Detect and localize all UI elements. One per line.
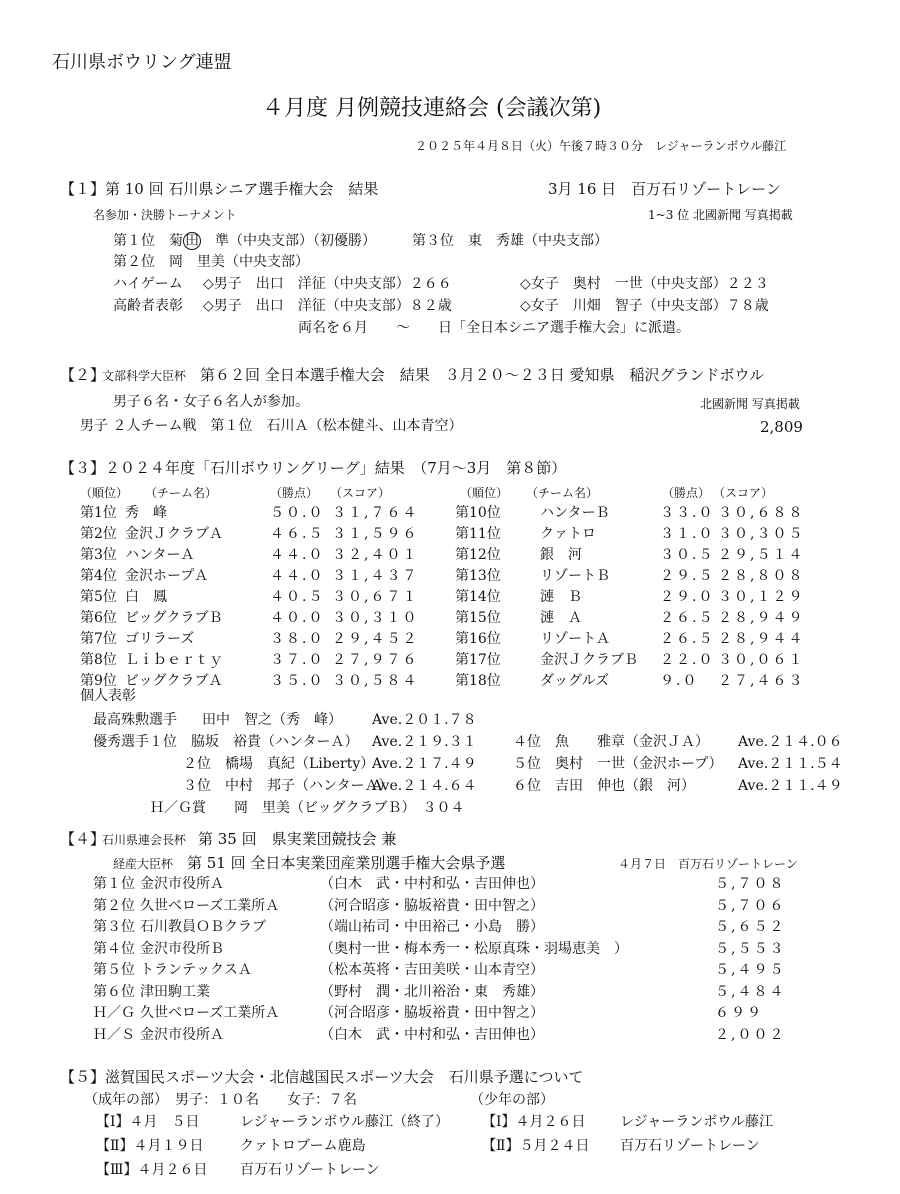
first-place-rest: 準（中央支部）（初優勝） [215, 233, 376, 249]
league-right-rank: 第13位 [455, 568, 501, 584]
corporate-team: 久世ベローズ工業所Ａ [140, 1005, 280, 1021]
excellent-player-1-ave: Ave.２１９.３１ [372, 734, 477, 750]
corporate-members: （野村 潤・北川裕治・東 秀雄） [320, 983, 544, 1000]
meeting-date-venue: ２０２５年４月８日（火）午後７時３０分 レジャーランボウル藤江 [415, 139, 787, 153]
league-left-points: ４４.０ [270, 547, 325, 563]
league-right-score: ２８,８０８ [718, 568, 805, 584]
corporate-members: （河合昭彦・脇坂裕貴・田中智之） [320, 897, 544, 914]
corporate-rank: 第４位 [93, 940, 135, 957]
league-right-points: ２９.０ [660, 589, 715, 605]
corporate-members: （河合昭彦・脇坂裕貴・田中智之） [320, 1005, 544, 1021]
league-right-rank: 第10位 [455, 505, 501, 521]
excellent-player-5: ５位 奥村 一世（金沢ホープ） [513, 756, 723, 772]
mvp-name: 田中 智之（秀 峰） [202, 712, 342, 728]
high-game-men: ◇男子 出口 洋征（中央支部）２６６ [203, 276, 452, 292]
corporate-team: 石川教員ＯＢクラブ [140, 919, 266, 935]
league-right-team: 金沢ＪクラブＢ [540, 652, 638, 668]
league-right-team: 漣 Ｂ [540, 589, 582, 605]
section-1-subtitle: 名参加・決勝トーナメント [93, 208, 237, 222]
league-right-rank: 第16位 [455, 631, 501, 647]
section-4-label: 【４】 [60, 830, 106, 848]
league-right-points: ２９.５ [660, 568, 715, 584]
league-right-rank: 第12位 [455, 547, 501, 563]
senior-first-place [113, 233, 376, 250]
league-left-rank: 第6位 [80, 610, 117, 626]
senior-second-place: 第２位 岡 里美（中央支部） [113, 254, 309, 270]
league-left-team: 白 鳳 [125, 589, 167, 605]
adult-qualifier-date: 【Ⅲ】４月２６日 [96, 1162, 208, 1178]
section-4-heading-2: 第 51 回 全日本実業団産業別選手権大会県予選 [187, 854, 506, 872]
first-place-family: 菊 [169, 233, 183, 249]
corporate-rank: 第１位 [93, 876, 135, 892]
corporate-members: （白木 武・中村和弘・吉田伸也） [320, 1026, 544, 1043]
league-left-score: ３０,３１０ [332, 610, 419, 626]
corporate-team: トランテックスＡ [140, 962, 252, 978]
section-5-heading: 【５】滋賀国民スポーツ大会・北信越国民スポーツ大会 石川県予選について [60, 1068, 584, 1086]
corporate-score: ６９９ [715, 1005, 763, 1021]
adult-qualifier-date: 【Ⅱ】４月１９日 [96, 1138, 204, 1154]
league-left-team: 秀 峰 [125, 505, 167, 521]
league-left-points: ３７.０ [270, 652, 325, 668]
league-left-team: ビッグクラブＡ [125, 673, 223, 689]
first-place-circled-char: 田 [185, 233, 199, 249]
league-right-team: リゾートＢ [540, 568, 610, 584]
league-left-score: ３１,７６４ [332, 505, 419, 521]
adult-qualifier-venue: 百万石リゾートレーン [240, 1162, 380, 1178]
corporate-score: ５,４９５ [715, 962, 786, 978]
league-left-team: Ｌｉｂｅｒｔｙ [125, 652, 223, 668]
league-left-score: ３０,５８４ [332, 673, 419, 689]
section-2-result: 男子 ２人チーム戦 第１位 石川Ａ（松本健斗、山本青空） [80, 418, 463, 434]
excellent-player-3-ave: Ave.２１４.６４ [372, 778, 477, 794]
league-right-points: ３０.５ [660, 547, 715, 563]
league-right-score: ２８,９４９ [718, 610, 805, 626]
corporate-rank: 第２位 [93, 897, 135, 914]
left-header-points: （勝点） [270, 486, 319, 500]
excellent-player-6-ave: Ave.２１１.４９ [738, 778, 843, 794]
league-left-rank: 第8位 [80, 652, 117, 668]
section-2-photo-note: 北國新聞 写真掲載 [700, 397, 800, 411]
section-2-heading: 第６２回 全日本選手権大会 結果 ３月２０～２３日 愛知県 稲沢グランドボウル [200, 366, 765, 384]
league-right-points: ２２.０ [660, 652, 715, 668]
corporate-rank: Ｈ／Ｇ [93, 1005, 135, 1021]
league-left-team: 金沢ホープＡ [125, 568, 209, 584]
corporate-team: 久世ベローズ工業所Ａ [140, 897, 280, 914]
excellent-player-2-ave: Ave.２１７.４９ [372, 756, 477, 772]
league-right-team: ダッグルズ [540, 673, 610, 689]
corporate-members: （奥村一世・梅本秀一・松原真珠・羽場恵美 ） [320, 940, 628, 957]
youth-qualifier-venue: レジャーランボウル藤江 [620, 1114, 773, 1130]
league-left-score: ２７,９７６ [332, 652, 419, 668]
section-1-heading: 【１】第 10 回 石川県シニア選手権大会 結果 [60, 180, 379, 198]
league-left-rank: 第7位 [80, 631, 117, 647]
league-left-points: ４４.０ [270, 568, 325, 584]
corporate-score: ５,７０６ [715, 897, 786, 914]
league-left-rank: 第5位 [80, 589, 117, 605]
first-place-label: 第１位 [113, 233, 155, 249]
excellent-player-2: ２位 橋場 真紀（Liberty） [183, 756, 375, 772]
right-header-team: （チーム名） [526, 486, 599, 500]
league-right-rank: 第15位 [455, 610, 501, 626]
youth-qualifier-venue: 百万石リゾートレーン [620, 1138, 760, 1154]
league-right-rank: 第11位 [455, 526, 501, 542]
senior-third-place: 第３位 東 秀雄（中央支部） [412, 233, 608, 249]
corporate-rank: 第３位 [93, 919, 135, 935]
league-left-team: ビッグクラブＢ [125, 610, 223, 626]
adult-qualifier-venue: レジャーランボウル藤江（終了） [240, 1114, 449, 1130]
league-right-rank: 第18位 [455, 673, 501, 689]
section-4-cup-1: 石川県連会長杯 [102, 833, 187, 847]
section-3-heading: 【３】２０２４年度「石川ボウリングリーグ」結果 （7月～3月 第８節） [60, 459, 567, 477]
corporate-score: ２,００２ [715, 1026, 786, 1043]
league-right-points: ３１.０ [660, 526, 715, 542]
league-left-rank: 第2位 [80, 526, 117, 542]
excellent-player-3: ３位 中村 邦子（ハンターＡ） [183, 778, 393, 794]
excellent-player-4: ４位 魚 雅章（金沢ＪＡ） [513, 734, 709, 750]
corporate-team: 金沢市役所Ａ [140, 1026, 224, 1043]
league-right-points: ９.０ [660, 673, 699, 689]
league-right-rank: 第17位 [455, 652, 501, 668]
corporate-rank: 第６位 [93, 983, 135, 1000]
league-left-score: ３２,４０１ [332, 547, 419, 563]
mvp-average: Ave.２０１.７８ [372, 712, 477, 728]
league-right-score: ２７,４６３ [718, 673, 805, 689]
corporate-rank: Ｈ／Ｓ [93, 1026, 135, 1043]
section-1-date-venue: 3月 16 日 百万石リゾートレーン [548, 180, 781, 198]
league-left-points: ３５.０ [270, 673, 325, 689]
corporate-team: 金沢市役所Ｂ [140, 940, 224, 957]
league-right-team: 漣 Ａ [540, 610, 582, 626]
high-game-women: ◇女子 奥村 一世（中央支部）２２３ [520, 276, 769, 292]
league-right-score: ２８,９４４ [718, 631, 805, 647]
league-left-points: ４６.５ [270, 526, 325, 542]
left-header-team: （チーム名） [145, 486, 218, 500]
section-2-participants: 男子６名・女子６名人が参加。 [113, 394, 309, 410]
section-2-score: 2,809 [760, 418, 803, 436]
league-left-points: ４０.５ [270, 589, 325, 605]
right-header-points: （勝点） [662, 486, 711, 500]
league-left-points: ３８.０ [270, 631, 325, 647]
league-left-points: ５０.０ [270, 505, 325, 521]
league-left-rank: 第4位 [80, 568, 117, 584]
section-4-heading-1: 第 35 回 県実業団競技会 兼 [198, 830, 397, 848]
corporate-score: ５,５５３ [715, 940, 786, 957]
page-title: ４月度 月例競技連絡会 (会議次第) [262, 96, 602, 121]
dispatch-note: 両名を６月 ～ 日「全日本シニア選手権大会」に派遣。 [298, 320, 690, 336]
right-header-score: （スコア） [713, 486, 774, 500]
league-right-score: ３０,０６１ [718, 652, 805, 668]
excellent-player-1: 優秀選手１位 脇坂 裕貴（ハンターＡ） [93, 734, 359, 750]
league-right-score: ３０,３０５ [718, 526, 805, 542]
league-left-points: ４０.０ [270, 610, 325, 626]
league-right-team: 銀 河 [540, 547, 582, 563]
right-header-rank: （順位） [460, 486, 509, 500]
league-right-team: クァトロ [540, 526, 596, 542]
section-1-photo-note: 1~3 位 北國新聞 写真掲載 [648, 208, 793, 222]
league-left-score: ３１,５９６ [332, 526, 419, 542]
excellent-player-4-ave: Ave.２１４.０６ [738, 734, 843, 750]
league-left-score: ３１,４３７ [332, 568, 419, 584]
adult-qualifier-date: 【Ⅰ】４月 ５日 [96, 1114, 200, 1130]
league-right-score: ３０,６８８ [718, 505, 805, 521]
section-4-cup-2: 経産大臣杯 [113, 857, 174, 871]
corporate-members: （端山祐司・中田裕己・小島 勝） [320, 919, 544, 935]
league-right-score: ３０,１２９ [718, 589, 805, 605]
left-header-rank: （順位） [80, 486, 129, 500]
youth-qualifier-date: 【Ⅱ】５月２４日 [482, 1138, 590, 1154]
corporate-members: （松本英将・吉田美咲・山本青空） [320, 962, 544, 978]
league-right-team: リゾートＡ [540, 631, 610, 647]
league-left-rank: 第9位 [80, 673, 117, 689]
league-right-points: ２６.５ [660, 631, 715, 647]
organization-name: 石川県ボウリング連盟 [52, 52, 232, 73]
section-2-cup: 文部科学大臣杯 [102, 369, 187, 383]
high-game-award: Ｈ／Ｇ賞 岡 里美（ビッグクラブＢ） ３０４ [150, 800, 465, 816]
corporate-team: 津田駒工業 [140, 983, 210, 1000]
league-right-rank: 第14位 [455, 589, 501, 605]
league-left-score: ３０,６７１ [332, 589, 419, 605]
league-left-team: 金沢ＪクラブＡ [125, 526, 223, 542]
league-right-team: ハンターＢ [540, 505, 610, 521]
adult-qualifier-venue: クァトロブーム鹿島 [240, 1138, 366, 1154]
section-4-date-venue: ４月７日 百万石リゾートレーン [618, 857, 798, 871]
league-left-team: ゴリラーズ [125, 631, 195, 647]
corporate-team: 金沢市役所Ａ [140, 876, 224, 892]
youth-qualifier-date: 【Ⅰ】４月２６日 [482, 1114, 586, 1130]
high-game-label: ハイゲーム [113, 276, 183, 292]
youth-division: （少年の部） [470, 1092, 554, 1108]
league-right-score: ２９,５１４ [718, 547, 805, 563]
league-right-points: ３３.０ [660, 505, 715, 521]
corporate-rank: 第５位 [93, 962, 135, 978]
individual-awards-heading: 個人表彰 [80, 688, 136, 704]
adult-division: （成年の部） 男子：１０名 女子：７名 [84, 1092, 357, 1108]
league-left-score: ２９,４５２ [332, 631, 419, 647]
left-header-score: （スコア） [330, 486, 391, 500]
league-right-points: ２６.５ [660, 610, 715, 626]
excellent-player-5-ave: Ave.２１１.５４ [738, 756, 843, 772]
corporate-score: ５,６５２ [715, 919, 786, 935]
corporate-score: ５,４８４ [715, 983, 786, 1000]
corporate-members: （白木 武・中村和弘・吉田伸也） [320, 876, 544, 892]
elderly-award-women: ◇女子 川畑 智子（中央支部）７８歳 [520, 298, 769, 314]
section-2-label: 【２】 [60, 366, 106, 384]
excellent-player-6: ６位 吉田 伸也（銀 河） [513, 778, 695, 794]
elderly-award-men: ◇男子 出口 洋征（中央支部）８２歳 [203, 298, 452, 314]
league-left-rank: 第3位 [80, 547, 117, 563]
league-left-team: ハンターＡ [125, 547, 195, 563]
corporate-score: ５,７０８ [715, 876, 786, 892]
mvp-label: 最高殊勲選手 [93, 712, 177, 728]
elderly-award-label: 高齢者表彰 [113, 298, 183, 314]
league-left-rank: 第1位 [80, 505, 117, 521]
